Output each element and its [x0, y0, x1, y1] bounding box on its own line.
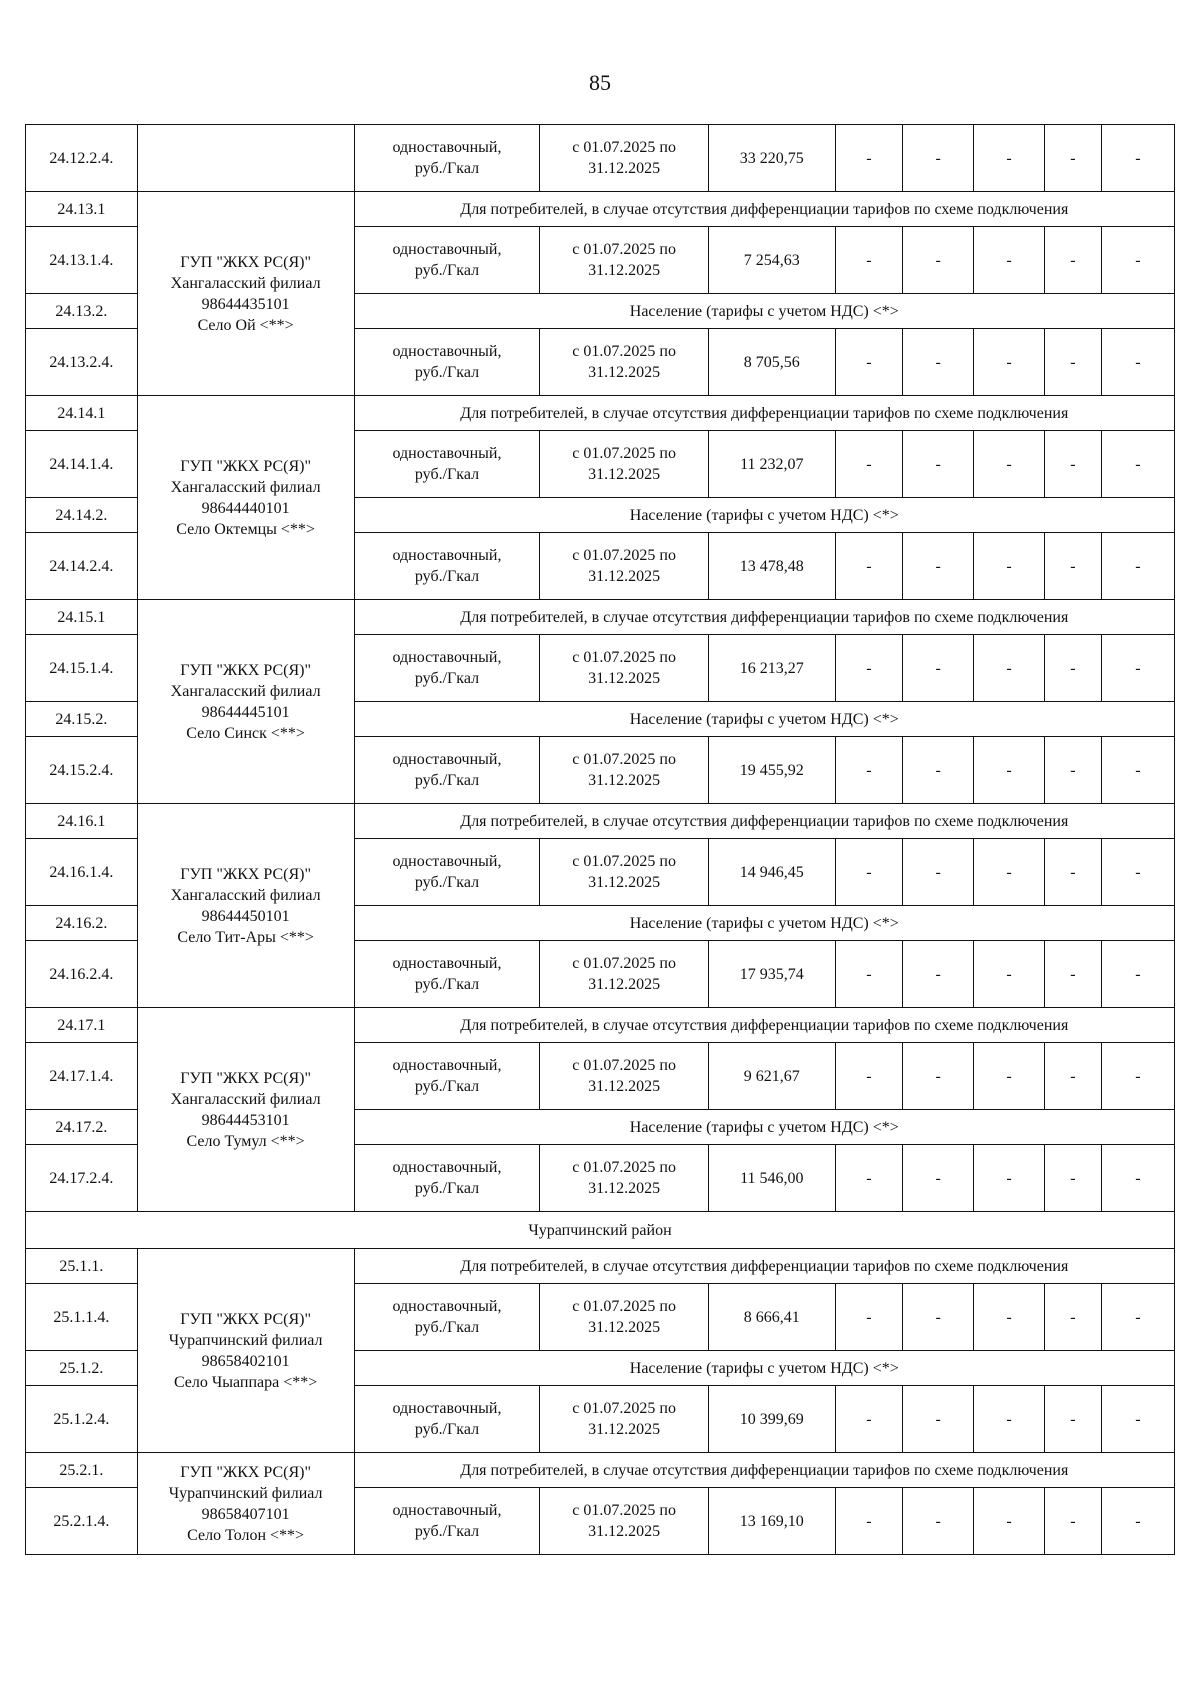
section-row	[26, 1008, 1175, 1043]
period	[540, 1386, 709, 1453]
empty-value: -	[974, 227, 1045, 294]
period	[540, 839, 709, 906]
section-label: Для потребителей, в случае отсутствия дифференциации тарифов по схеме подключения	[354, 1008, 1174, 1043]
row-number: 24.13.1.4.	[26, 227, 138, 294]
rate-type-line: руб./Гкал	[414, 466, 480, 483]
rate-type-line: руб./Гкал	[414, 1523, 480, 1540]
period	[540, 533, 709, 600]
section-label: Население (тарифы с учетом НДС) <*>	[354, 702, 1174, 737]
period-line: с 01.07.2025 по	[572, 445, 676, 462]
rate-type	[354, 431, 540, 498]
row-number: 24.15.1	[26, 600, 138, 635]
period-line: с 01.07.2025 по	[572, 241, 676, 258]
row-number: 24.14.2.4.	[26, 533, 138, 600]
period-line: 31.12.2025	[588, 1180, 661, 1197]
section-row	[26, 804, 1175, 839]
row-number: 24.12.2.4.	[26, 125, 138, 192]
row-number: 24.16.1.4.	[26, 839, 138, 906]
empty-value: -	[974, 635, 1045, 702]
period-line: с 01.07.2025 по	[572, 751, 676, 768]
row-number: 24.14.1.4.	[26, 431, 138, 498]
empty-value: -	[1101, 1284, 1174, 1351]
rate-type	[354, 1145, 540, 1212]
section-row	[26, 600, 1175, 635]
section-label: Население (тарифы с учетом НДС) <*>	[354, 906, 1174, 941]
organization-line: ГУП "ЖКХ РС(Я)"	[180, 457, 312, 475]
empty-value: -	[1044, 227, 1101, 294]
organization-line: Хангаласский филиал	[170, 478, 321, 496]
organization-cell	[137, 192, 354, 396]
rate-type-line: руб./Гкал	[414, 364, 480, 381]
tariff-value: 16 213,27	[708, 635, 835, 702]
rate-type-line: одноставочный,	[392, 955, 502, 972]
organization-line: Село Толон <**>	[187, 1526, 305, 1544]
rate-type-line: одноставочный,	[392, 853, 502, 870]
period-line: 31.12.2025	[588, 1421, 661, 1438]
tariff-table	[25, 124, 1175, 1555]
tariff-value: 33 220,75	[708, 125, 835, 192]
empty-value: -	[974, 533, 1045, 600]
empty-value: -	[1101, 1488, 1174, 1555]
rate-type-line: руб./Гкал	[414, 976, 480, 993]
tariff-value: 9 621,67	[708, 1043, 835, 1110]
empty-value: -	[974, 737, 1045, 804]
empty-value: -	[974, 941, 1045, 1008]
organization-line: 98644440101	[201, 499, 290, 517]
rate-type	[354, 329, 540, 396]
empty-value: -	[835, 1145, 903, 1212]
rate-type	[354, 839, 540, 906]
rate-type-line: одноставочный,	[392, 1159, 502, 1176]
organization-line: ГУП "ЖКХ РС(Я)"	[180, 661, 312, 679]
empty-value: -	[903, 1145, 974, 1212]
empty-value: -	[1101, 839, 1174, 906]
period	[540, 1145, 709, 1212]
organization-line: 98644453101	[201, 1111, 290, 1129]
tariff-value: 11 232,07	[708, 431, 835, 498]
rate-type-line: руб./Гкал	[414, 262, 480, 279]
period-line: 31.12.2025	[588, 772, 661, 789]
section-label: Население (тарифы с учетом НДС) <*>	[354, 1351, 1174, 1386]
period	[540, 431, 709, 498]
period-line: с 01.07.2025 по	[572, 1298, 676, 1315]
empty-value: -	[1101, 737, 1174, 804]
empty-value: -	[974, 1488, 1045, 1555]
row-number: 25.1.2.4.	[26, 1386, 138, 1453]
period-line: с 01.07.2025 по	[572, 1502, 676, 1519]
rate-type-line: одноставочный,	[392, 1400, 502, 1417]
rate-type-line: руб./Гкал	[414, 1180, 480, 1197]
period-line: с 01.07.2025 по	[572, 649, 676, 666]
period-line: с 01.07.2025 по	[572, 1159, 676, 1176]
empty-value: -	[903, 941, 974, 1008]
period-line: 31.12.2025	[588, 160, 661, 177]
empty-value: -	[835, 737, 903, 804]
organization-line: 98644450101	[201, 907, 290, 925]
empty-value: -	[1044, 431, 1101, 498]
empty-value: -	[903, 839, 974, 906]
tariff-value: 13 478,48	[708, 533, 835, 600]
empty-value: -	[835, 1043, 903, 1110]
rate-type	[354, 227, 540, 294]
period	[540, 227, 709, 294]
organization-line: Село Синск <**>	[186, 724, 305, 742]
empty-value: -	[974, 431, 1045, 498]
organization-line: Село Октемцы <**>	[176, 520, 315, 538]
rate-type-line: руб./Гкал	[414, 1319, 480, 1336]
row-number: 25.2.1.4.	[26, 1488, 138, 1555]
organization-line: Чурапчинский филиал	[168, 1484, 323, 1502]
empty-value: -	[835, 1284, 903, 1351]
period-line: с 01.07.2025 по	[572, 1400, 676, 1417]
organization-line: Хангаласский филиал	[170, 1090, 321, 1108]
empty-value: -	[974, 1145, 1045, 1212]
empty-value: -	[835, 839, 903, 906]
empty-value: -	[903, 1488, 974, 1555]
organization-line: Село Тумул <**>	[186, 1132, 305, 1150]
organization-line: ГУП "ЖКХ РС(Я)"	[180, 1069, 312, 1087]
row-number: 24.15.2.	[26, 702, 138, 737]
empty-value: -	[1101, 431, 1174, 498]
tariff-value: 8 666,41	[708, 1284, 835, 1351]
period-line: 31.12.2025	[588, 568, 661, 585]
period-line: 31.12.2025	[588, 262, 661, 279]
empty-value: -	[903, 737, 974, 804]
tariff-value: 8 705,56	[708, 329, 835, 396]
section-row	[26, 192, 1175, 227]
empty-value: -	[1044, 1284, 1101, 1351]
organization-line: 98658402101	[201, 1352, 290, 1370]
empty-value: -	[1101, 125, 1174, 192]
rate-type-line: руб./Гкал	[414, 160, 480, 177]
empty-value: -	[1044, 1043, 1101, 1110]
empty-value: -	[903, 635, 974, 702]
empty-value: -	[835, 1488, 903, 1555]
period	[540, 329, 709, 396]
tariff-value: 17 935,74	[708, 941, 835, 1008]
organization-line: ГУП "ЖКХ РС(Я)"	[180, 1463, 312, 1481]
period	[540, 1284, 709, 1351]
rate-type	[354, 533, 540, 600]
row-number: 24.14.2.	[26, 498, 138, 533]
district-row	[26, 1212, 1175, 1249]
organization-line: ГУП "ЖКХ РС(Я)"	[180, 865, 312, 883]
period-line: с 01.07.2025 по	[572, 343, 676, 360]
period-line: с 01.07.2025 по	[572, 955, 676, 972]
period-line: с 01.07.2025 по	[572, 139, 676, 156]
period-line: 31.12.2025	[588, 1319, 661, 1336]
empty-value: -	[974, 1386, 1045, 1453]
organization-cell	[137, 1249, 354, 1453]
row-number: 25.1.2.	[26, 1351, 138, 1386]
empty-value: -	[835, 329, 903, 396]
section-label: Для потребителей, в случае отсутствия дифференциации тарифов по схеме подключения	[354, 600, 1174, 635]
rate-type-line: руб./Гкал	[414, 1421, 480, 1438]
tariff-table-body	[26, 125, 1175, 1555]
period-line: 31.12.2025	[588, 874, 661, 891]
tariff-value: 10 399,69	[708, 1386, 835, 1453]
organization-line: Хангаласский филиал	[170, 274, 321, 292]
section-label: Для потребителей, в случае отсутствия дифференциации тарифов по схеме подключения	[354, 192, 1174, 227]
empty-value: -	[974, 839, 1045, 906]
period	[540, 1488, 709, 1555]
empty-value: -	[1044, 329, 1101, 396]
empty-value: -	[1101, 635, 1174, 702]
empty-value: -	[835, 125, 903, 192]
row-number: 25.1.1.	[26, 1249, 138, 1284]
row-number: 24.13.2.4.	[26, 329, 138, 396]
organization-line: ГУП "ЖКХ РС(Я)"	[180, 253, 312, 271]
tariff-row	[26, 125, 1175, 192]
section-label: Для потребителей, в случае отсутствия дифференциации тарифов по схеме подключения	[354, 804, 1174, 839]
row-number: 24.16.2.	[26, 906, 138, 941]
section-row	[26, 1249, 1175, 1284]
empty-value: -	[1044, 1488, 1101, 1555]
row-number: 24.15.2.4.	[26, 737, 138, 804]
page-number: 85	[589, 70, 611, 95]
row-number: 24.13.2.	[26, 294, 138, 329]
organization-cell	[137, 396, 354, 600]
tariff-value: 13 169,10	[708, 1488, 835, 1555]
empty-value: -	[1044, 1145, 1101, 1212]
rate-type	[354, 1284, 540, 1351]
organization-cell	[137, 804, 354, 1008]
rate-type-line: одноставочный,	[392, 751, 502, 768]
empty-value: -	[903, 125, 974, 192]
section-label: Население (тарифы с учетом НДС) <*>	[354, 294, 1174, 329]
empty-value: -	[1044, 737, 1101, 804]
section-label: Для потребителей, в случае отсутствия дифференциации тарифов по схеме подключения	[354, 396, 1174, 431]
organization-cell	[137, 125, 354, 192]
empty-value: -	[903, 431, 974, 498]
empty-value: -	[1044, 1386, 1101, 1453]
rate-type-line: руб./Гкал	[414, 772, 480, 789]
row-number: 24.14.1	[26, 396, 138, 431]
empty-value: -	[903, 1386, 974, 1453]
tariff-value: 19 455,92	[708, 737, 835, 804]
row-number: 24.17.2.4.	[26, 1145, 138, 1212]
organization-cell	[137, 1008, 354, 1212]
period	[540, 635, 709, 702]
row-number: 24.13.1	[26, 192, 138, 227]
rate-type-line: одноставочный,	[392, 139, 502, 156]
organization-line: Хангаласский филиал	[170, 886, 321, 904]
period	[540, 125, 709, 192]
rate-type-line: руб./Гкал	[414, 568, 480, 585]
period	[540, 737, 709, 804]
rate-type-line: одноставочный,	[392, 649, 502, 666]
rate-type-line: одноставочный,	[392, 343, 502, 360]
empty-value: -	[903, 227, 974, 294]
row-number: 24.17.1.4.	[26, 1043, 138, 1110]
empty-value: -	[1101, 1043, 1174, 1110]
organization-line: ГУП "ЖКХ РС(Я)"	[180, 1310, 312, 1328]
empty-value: -	[835, 431, 903, 498]
period-line: 31.12.2025	[588, 1523, 661, 1540]
empty-value: -	[1044, 635, 1101, 702]
period	[540, 1043, 709, 1110]
organization-line: 98658407101	[201, 1505, 290, 1523]
empty-value: -	[1101, 227, 1174, 294]
section-label: Для потребителей, в случае отсутствия дифференциации тарифов по схеме подключения	[354, 1249, 1174, 1284]
empty-value: -	[1044, 941, 1101, 1008]
period-line: 31.12.2025	[588, 466, 661, 483]
section-row	[26, 1453, 1175, 1488]
empty-value: -	[903, 1043, 974, 1110]
empty-value: -	[835, 533, 903, 600]
tariff-value: 11 546,00	[708, 1145, 835, 1212]
rate-type-line: одноставочный,	[392, 241, 502, 258]
rate-type-line: одноставочный,	[392, 547, 502, 564]
rate-type-line: одноставочный,	[392, 1502, 502, 1519]
organization-line: Село Тит-Ары <**>	[177, 928, 314, 946]
rate-type-line: одноставочный,	[392, 445, 502, 462]
empty-value: -	[903, 533, 974, 600]
organization-line: 98644435101	[201, 295, 290, 313]
section-row	[26, 396, 1175, 431]
period-line: с 01.07.2025 по	[572, 1057, 676, 1074]
period	[540, 941, 709, 1008]
organization-line: Село Чыаппара <**>	[173, 1373, 318, 1391]
row-number: 25.1.1.4.	[26, 1284, 138, 1351]
empty-value: -	[835, 635, 903, 702]
rate-type	[354, 1386, 540, 1453]
period-line: с 01.07.2025 по	[572, 853, 676, 870]
period-line: 31.12.2025	[588, 670, 661, 687]
period-line: 31.12.2025	[588, 364, 661, 381]
empty-value: -	[835, 1386, 903, 1453]
organization-line: Хангаласский филиал	[170, 682, 321, 700]
empty-value: -	[974, 1043, 1045, 1110]
row-number: 24.15.1.4.	[26, 635, 138, 702]
empty-value: -	[1101, 1386, 1174, 1453]
empty-value: -	[1101, 941, 1174, 1008]
rate-type	[354, 737, 540, 804]
empty-value: -	[835, 227, 903, 294]
empty-value: -	[835, 941, 903, 1008]
empty-value: -	[1044, 839, 1101, 906]
district-name: Чурапчинский район	[26, 1212, 1175, 1249]
organization-cell	[137, 600, 354, 804]
section-label: Для потребителей, в случае отсутствия дифференциации тарифов по схеме подключения	[354, 1453, 1174, 1488]
section-label: Население (тарифы с учетом НДС) <*>	[354, 498, 1174, 533]
empty-value: -	[974, 329, 1045, 396]
empty-value: -	[1101, 1145, 1174, 1212]
organization-line: 98644445101	[201, 703, 290, 721]
empty-value: -	[974, 1284, 1045, 1351]
rate-type	[354, 1488, 540, 1555]
rate-type	[354, 941, 540, 1008]
organization-cell	[137, 1453, 354, 1555]
organization-line: Село Ой <**>	[197, 316, 294, 334]
rate-type	[354, 1043, 540, 1110]
row-number: 24.16.2.4.	[26, 941, 138, 1008]
row-number: 25.2.1.	[26, 1453, 138, 1488]
row-number: 24.17.2.	[26, 1110, 138, 1145]
section-label: Население (тарифы с учетом НДС) <*>	[354, 1110, 1174, 1145]
empty-value: -	[903, 329, 974, 396]
empty-value: -	[903, 1284, 974, 1351]
rate-type	[354, 635, 540, 702]
period-line: 31.12.2025	[588, 1078, 661, 1095]
period-line: с 01.07.2025 по	[572, 547, 676, 564]
empty-value: -	[1101, 329, 1174, 396]
empty-value: -	[1101, 533, 1174, 600]
row-number: 24.16.1	[26, 804, 138, 839]
tariff-value: 7 254,63	[708, 227, 835, 294]
empty-value: -	[1044, 533, 1101, 600]
rate-type-line: руб./Гкал	[414, 1078, 480, 1095]
empty-value: -	[974, 125, 1045, 192]
tariff-value: 14 946,45	[708, 839, 835, 906]
rate-type-line: одноставочный,	[392, 1057, 502, 1074]
rate-type-line: одноставочный,	[392, 1298, 502, 1315]
row-number: 24.17.1	[26, 1008, 138, 1043]
period-line: 31.12.2025	[588, 976, 661, 993]
rate-type-line: руб./Гкал	[414, 670, 480, 687]
rate-type	[354, 125, 540, 192]
rate-type-line: руб./Гкал	[414, 874, 480, 891]
organization-line: Чурапчинский филиал	[168, 1331, 323, 1349]
empty-value: -	[1044, 125, 1101, 192]
